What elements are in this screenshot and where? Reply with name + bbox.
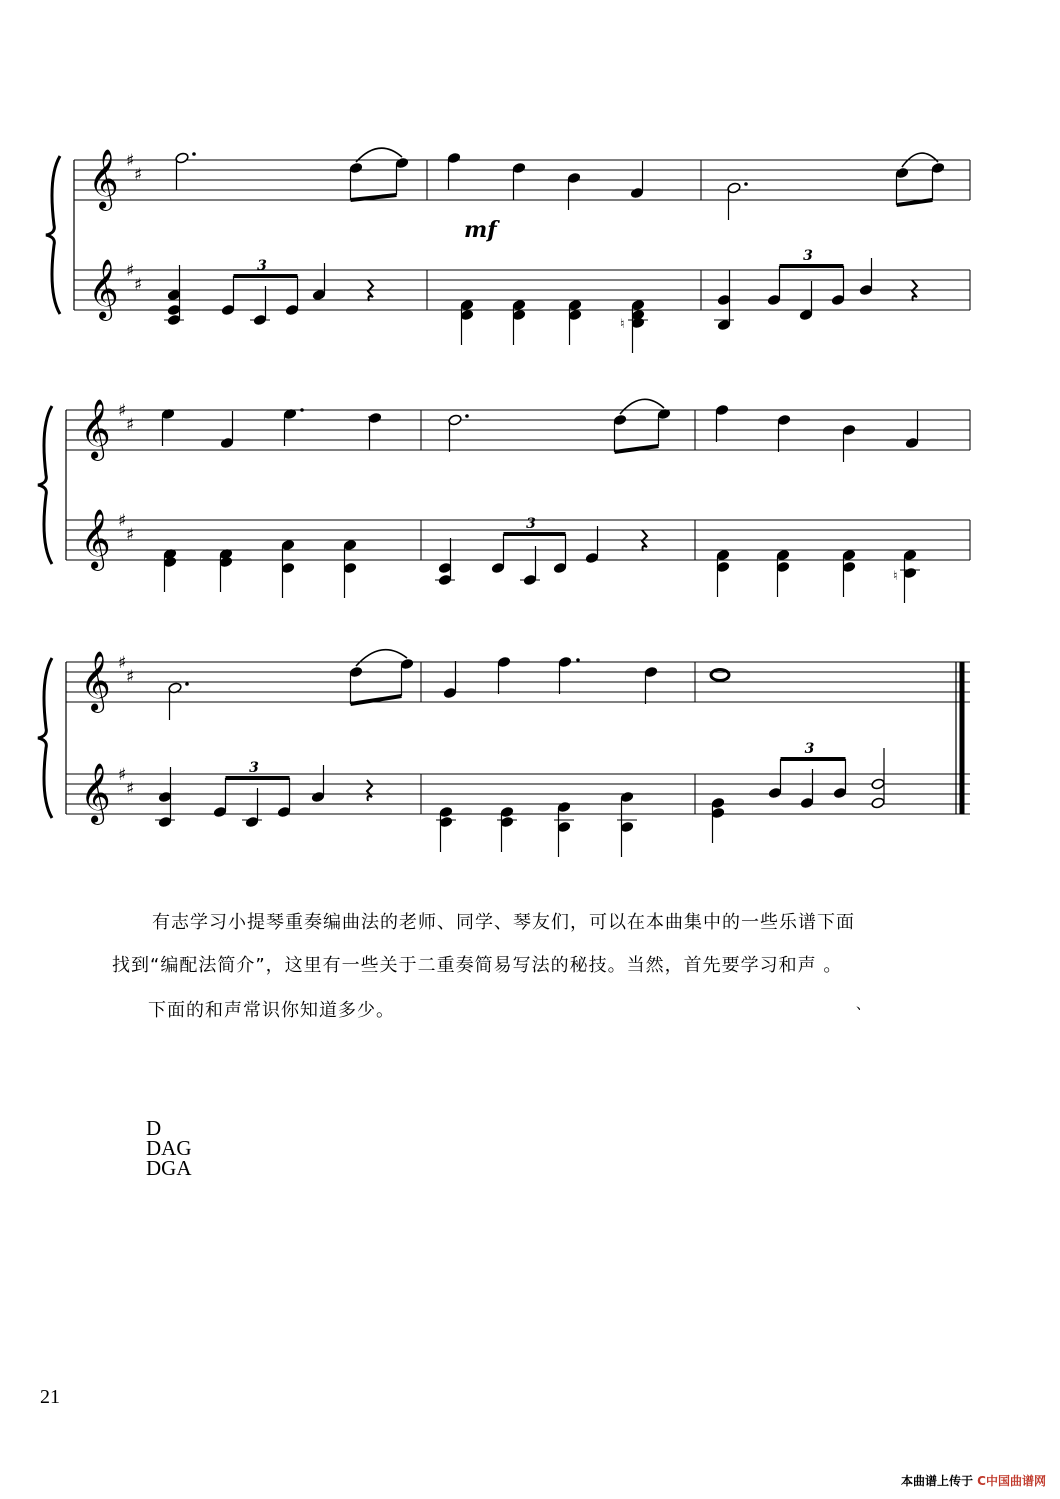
note-head [871, 778, 885, 790]
dot [192, 152, 196, 156]
sharp-icon: ♯ [126, 151, 135, 171]
chord-label-3: DGA [146, 1156, 192, 1180]
slur [620, 399, 664, 414]
natural-icon: ♮ [893, 569, 898, 584]
note-head [871, 797, 885, 809]
quarter-rest-icon [367, 780, 372, 801]
treble-clef-icon: 𝄞 [88, 149, 119, 209]
slur [356, 650, 407, 666]
chord-label-2: DAG [146, 1136, 192, 1160]
whole-note-head [711, 670, 729, 681]
dot [576, 658, 580, 662]
treble-clef-icon: 𝄞 [80, 399, 111, 459]
sharp-icon: ♯ [118, 653, 127, 673]
dot [185, 682, 189, 686]
text-line-1: 有志学习小提琴重奏编曲法的老师、同学、琴友们，可以在本曲集中的一些乐谱下面 [152, 912, 855, 933]
treble-clef-icon: 𝄞 [88, 259, 119, 319]
footer-watermark [901, 1472, 1046, 1489]
dynamic-mf: mf [464, 217, 497, 243]
dot [465, 414, 469, 418]
sharp-icon: ♯ [126, 667, 135, 687]
sharp-icon: ♯ [118, 765, 127, 785]
footer-site: 中国曲谱网 [985, 1474, 1046, 1488]
tuplet-label: 3 [257, 258, 267, 274]
natural-icon: ♮ [620, 317, 625, 332]
sharp-icon: ♯ [118, 401, 127, 421]
beam [351, 696, 402, 704]
sharp-icon: ♯ [126, 415, 135, 435]
tuplet-label: 3 [526, 516, 536, 532]
text-line-2: 找到“编配法简介”，这里有一些关于二重奏简易写法的秘技。当然，首先要学习和声 。 [112, 955, 843, 976]
chord-label-1: D [146, 1116, 162, 1140]
treble-clef-icon: 𝄞 [80, 651, 111, 711]
tuplet-label: 3 [803, 248, 813, 264]
sharp-icon: ♯ [134, 275, 143, 295]
page-number: 21 [40, 1386, 60, 1408]
text-line-3: 下面的和声常识你知道多少。 [148, 1000, 395, 1021]
tuplet-label: 3 [804, 741, 815, 757]
beam [615, 446, 659, 452]
treble-clef-icon: 𝄞 [80, 763, 111, 823]
sharp-icon: ♯ [118, 511, 127, 531]
tuplet-label: 3 [249, 760, 259, 776]
sharp-icon: ♯ [126, 261, 135, 281]
dot [300, 408, 304, 412]
sharp-icon: ♯ [126, 525, 135, 545]
brace [38, 658, 52, 818]
sharp-icon: ♯ [126, 779, 135, 799]
sharp-icon: ♯ [134, 165, 143, 185]
beam [351, 195, 397, 200]
treble-clef-icon: 𝄞 [80, 509, 111, 569]
site-logo-icon: C [977, 1474, 986, 1488]
beam [897, 200, 933, 205]
stray-mark: 、 [856, 997, 870, 1013]
dot [744, 182, 748, 186]
brace [46, 156, 60, 314]
brace [38, 406, 52, 564]
footer-prefix: 本曲谱上传于 [900, 1474, 973, 1488]
